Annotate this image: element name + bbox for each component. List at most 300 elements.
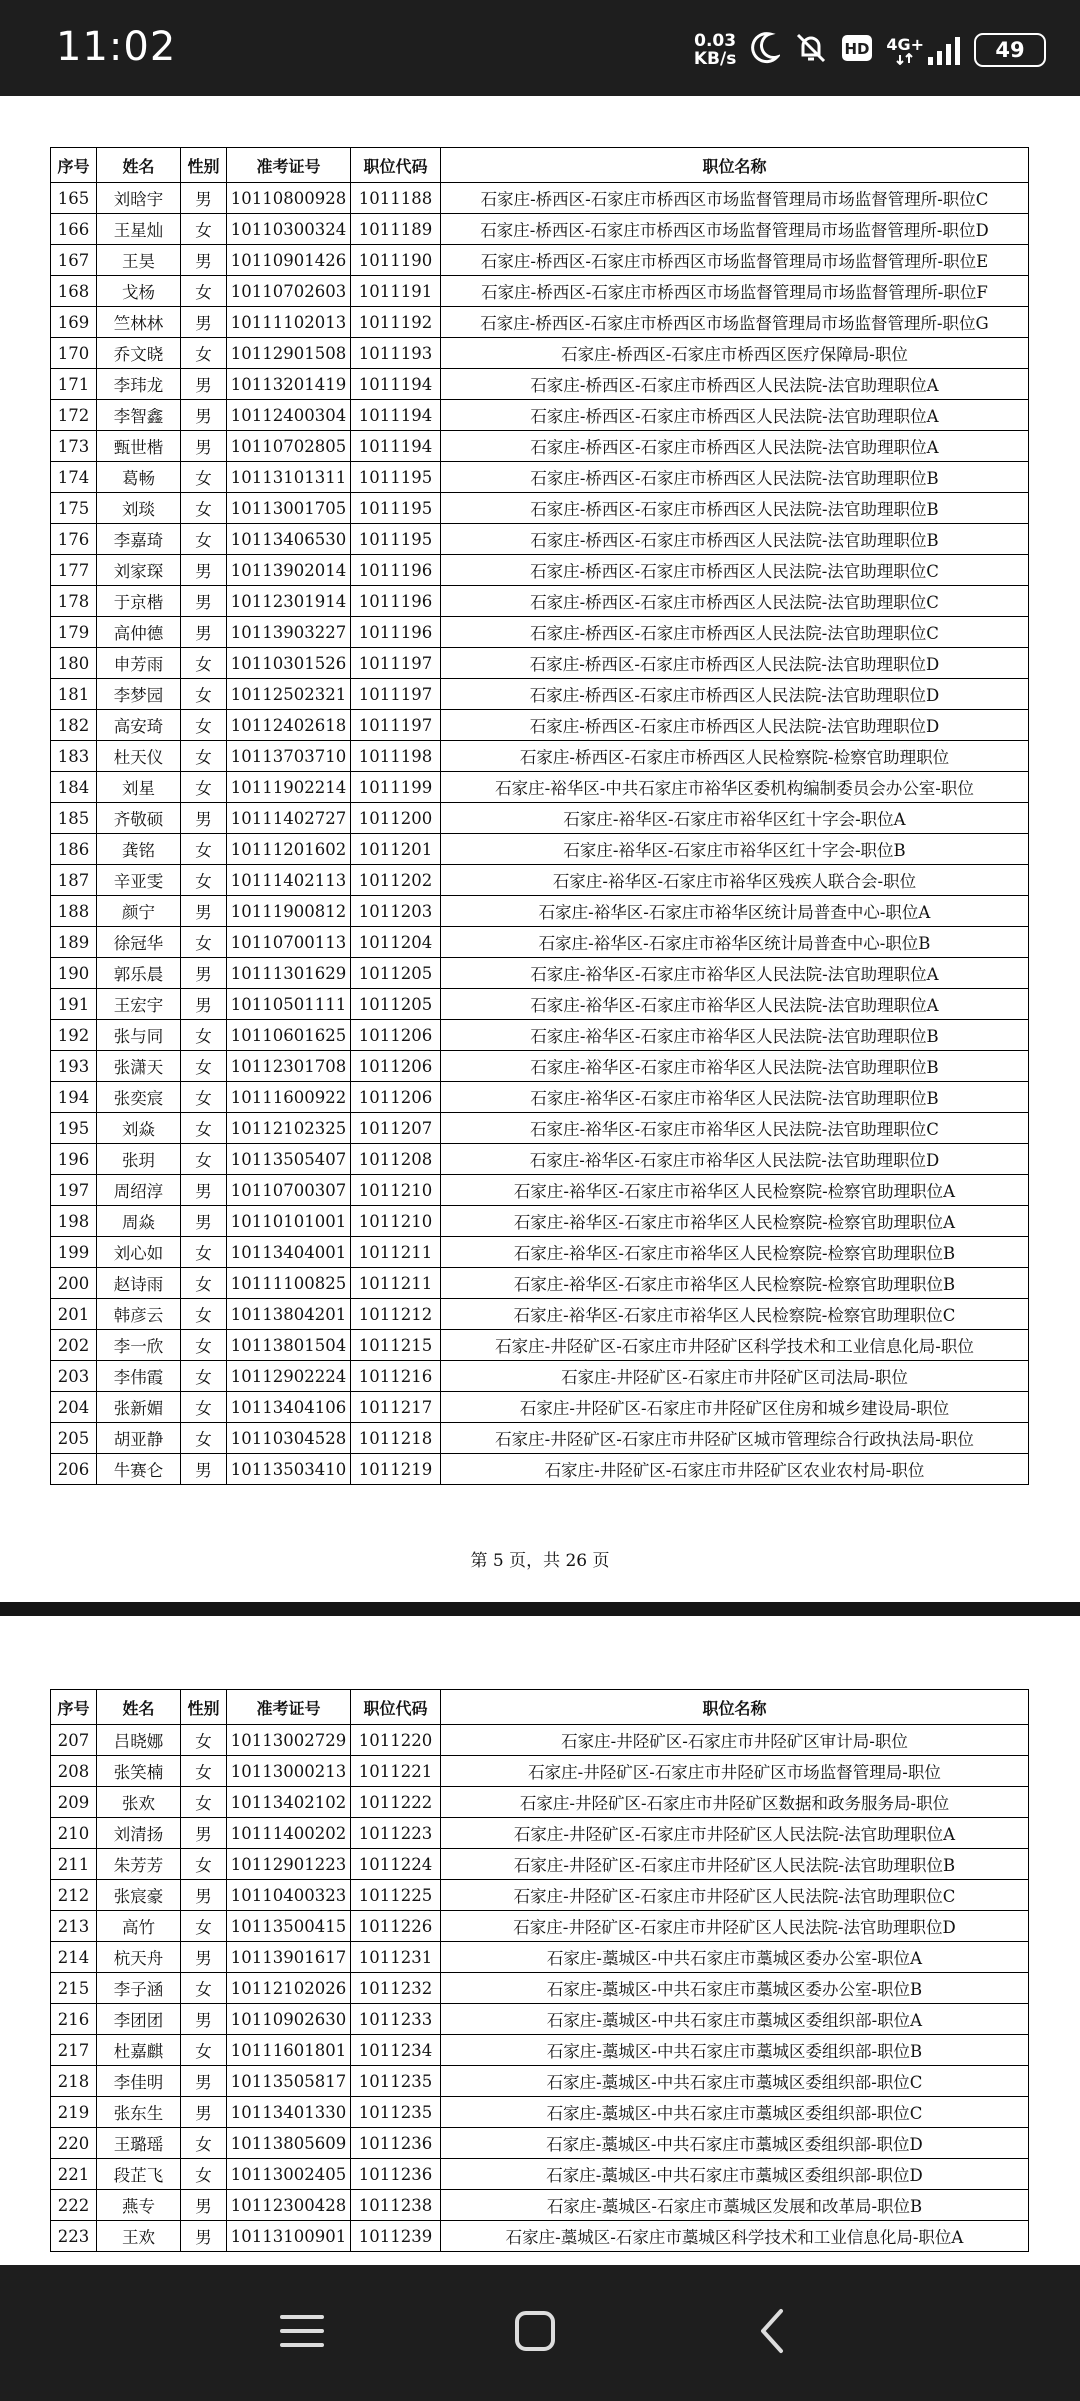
cell-position-name: 石家庄-桥西区-石家庄市桥西区人民法院-法官助理职位D — [441, 679, 1029, 710]
cell-gender: 女 — [181, 1051, 227, 1082]
cell-position-name: 石家庄-桥西区-石家庄市桥西区人民法院-法官助理职位C — [441, 555, 1029, 586]
cell-position-code: 1011225 — [351, 1880, 441, 1911]
cell-position-code: 1011193 — [351, 338, 441, 369]
cell-exam-id: 10110501111 — [227, 989, 351, 1020]
cell-serial: 173 — [51, 431, 97, 462]
cell-exam-id: 10113002405 — [227, 2159, 351, 2190]
cell-serial: 180 — [51, 648, 97, 679]
cell-name: 胡亚静 — [97, 1423, 181, 1454]
cell-serial: 188 — [51, 896, 97, 927]
cell-gender: 女 — [181, 1787, 227, 1818]
cell-position-name: 石家庄-桥西区-石家庄市桥西区市场监督管理局市场监督管理所-职位G — [441, 307, 1029, 338]
cell-position-name: 石家庄-桥西区-石家庄市桥西区医疗保障局-职位 — [441, 338, 1029, 369]
table-header-row — [51, 1690, 1029, 1725]
table-row — [51, 2035, 1029, 2066]
cell-position-name: 石家庄-裕华区-石家庄市裕华区人民法院-法官助理职位A — [441, 989, 1029, 1020]
cell-serial: 205 — [51, 1423, 97, 1454]
cell-gender: 男 — [181, 400, 227, 431]
network-type: 4G+ — [886, 35, 924, 54]
cell-position-name: 石家庄-藁城区-中共石家庄市藁城区委组织部-职位C — [441, 2066, 1029, 2097]
cell-name: 张与同 — [97, 1020, 181, 1051]
hd-label: HD — [844, 40, 870, 58]
cell-position-name: 石家庄-裕华区-石家庄市裕华区人民法院-法官助理职位B — [441, 1082, 1029, 1113]
table-row — [51, 741, 1029, 772]
header-position-code: 职位代码 — [351, 1690, 441, 1725]
cell-position-code: 1011238 — [351, 2190, 441, 2221]
cell-position-name: 石家庄-裕华区-石家庄市裕华区人民法院-法官助理职位C — [441, 1113, 1029, 1144]
cell-exam-id: 10113001705 — [227, 493, 351, 524]
cell-position-code: 1011194 — [351, 431, 441, 462]
cell-name: 张宸豪 — [97, 1880, 181, 1911]
battery-level: 49 — [995, 38, 1025, 62]
cell-position-name: 石家庄-桥西区-石家庄市桥西区市场监督管理局市场监督管理所-职位D — [441, 214, 1029, 245]
cell-serial: 176 — [51, 524, 97, 555]
cell-serial: 174 — [51, 462, 97, 493]
cell-serial: 189 — [51, 927, 97, 958]
cell-exam-id: 10111900812 — [227, 896, 351, 927]
cell-name: 李智鑫 — [97, 400, 181, 431]
cell-position-code: 1011210 — [351, 1206, 441, 1237]
cell-position-name: 石家庄-井陉矿区-石家庄市井陉矿区人民法院-法官助理职位C — [441, 1880, 1029, 1911]
cell-name: 韩彦云 — [97, 1299, 181, 1330]
table-row — [51, 1175, 1029, 1206]
cell-position-code: 1011197 — [351, 648, 441, 679]
table-row — [51, 865, 1029, 896]
moon-icon — [750, 31, 780, 69]
table-row — [51, 307, 1029, 338]
table-body — [51, 183, 1029, 1485]
table-row — [51, 1942, 1029, 1973]
cell-exam-id: 10110601625 — [227, 1020, 351, 1051]
cell-position-code: 1011202 — [351, 865, 441, 896]
cell-name: 戈杨 — [97, 276, 181, 307]
cell-exam-id: 10113703710 — [227, 741, 351, 772]
cell-name: 龚铭 — [97, 834, 181, 865]
cell-serial: 169 — [51, 307, 97, 338]
cell-position-code: 1011206 — [351, 1020, 441, 1051]
cell-position-name: 石家庄-裕华区-石家庄市裕华区人民法院-法官助理职位B — [441, 1020, 1029, 1051]
cell-serial: 213 — [51, 1911, 97, 1942]
table-row — [51, 245, 1029, 276]
cell-serial: 167 — [51, 245, 97, 276]
cell-serial: 217 — [51, 2035, 97, 2066]
cell-exam-id: 10111402727 — [227, 803, 351, 834]
cell-position-code: 1011198 — [351, 741, 441, 772]
table-row — [51, 493, 1029, 524]
header-position-code: 职位代码 — [351, 148, 441, 183]
cell-serial: 194 — [51, 1082, 97, 1113]
header-serial: 序号 — [51, 148, 97, 183]
cell-position-name: 石家庄-井陉矿区-石家庄市井陉矿区人民法院-法官助理职位B — [441, 1849, 1029, 1880]
cell-gender: 女 — [181, 1330, 227, 1361]
cell-name: 李嘉琦 — [97, 524, 181, 555]
cell-gender: 女 — [181, 710, 227, 741]
cell-serial: 187 — [51, 865, 97, 896]
cell-gender: 男 — [181, 1175, 227, 1206]
cell-exam-id: 10113804201 — [227, 1299, 351, 1330]
table-row — [51, 524, 1029, 555]
cell-gender: 女 — [181, 2128, 227, 2159]
cell-position-name: 石家庄-裕华区-石家庄市裕华区人民法院-法官助理职位D — [441, 1144, 1029, 1175]
cell-name: 刘琰 — [97, 493, 181, 524]
cell-exam-id: 10113404001 — [227, 1237, 351, 1268]
cell-position-code: 1011200 — [351, 803, 441, 834]
cell-serial: 216 — [51, 2004, 97, 2035]
cell-gender: 男 — [181, 2004, 227, 2035]
cell-position-code: 1011201 — [351, 834, 441, 865]
cell-gender: 男 — [181, 245, 227, 276]
table-row — [51, 1330, 1029, 1361]
cell-position-name: 石家庄-桥西区-石家庄市桥西区人民法院-法官助理职位B — [441, 462, 1029, 493]
header-gender: 性别 — [181, 1690, 227, 1725]
cell-gender: 女 — [181, 1392, 227, 1423]
cell-exam-id: 10110700307 — [227, 1175, 351, 1206]
hd-icon — [842, 35, 872, 65]
cell-position-code: 1011233 — [351, 2004, 441, 2035]
cell-position-name: 石家庄-裕华区-石家庄市裕华区人民检察院-检察官助理职位A — [441, 1206, 1029, 1237]
cell-exam-id: 10113505817 — [227, 2066, 351, 2097]
cell-gender: 男 — [181, 2221, 227, 2252]
cell-position-code: 1011203 — [351, 896, 441, 927]
cell-serial: 185 — [51, 803, 97, 834]
table-row — [51, 276, 1029, 307]
cell-gender: 女 — [181, 1423, 227, 1454]
cell-exam-id: 10113401330 — [227, 2097, 351, 2128]
table-row — [51, 214, 1029, 245]
table-row — [51, 2221, 1029, 2252]
cell-position-code: 1011190 — [351, 245, 441, 276]
cell-gender: 男 — [181, 307, 227, 338]
header-exam-id: 准考证号 — [227, 148, 351, 183]
cell-name: 刘晗宇 — [97, 183, 181, 214]
table-row — [51, 1144, 1029, 1175]
cell-serial: 200 — [51, 1268, 97, 1299]
cell-exam-id: 10110702805 — [227, 431, 351, 462]
cell-position-code: 1011224 — [351, 1849, 441, 1880]
cell-serial: 204 — [51, 1392, 97, 1423]
cell-exam-id: 10111100825 — [227, 1268, 351, 1299]
cell-exam-id: 10110304528 — [227, 1423, 351, 1454]
cell-name: 燕专 — [97, 2190, 181, 2221]
cell-position-name: 石家庄-桥西区-石家庄市桥西区人民法院-法官助理职位A — [441, 369, 1029, 400]
cell-exam-id: 10112301708 — [227, 1051, 351, 1082]
cell-position-code: 1011206 — [351, 1082, 441, 1113]
cell-exam-id: 10110301526 — [227, 648, 351, 679]
cell-gender: 男 — [181, 803, 227, 834]
table-row — [51, 369, 1029, 400]
table-row — [51, 586, 1029, 617]
cell-gender: 男 — [181, 1818, 227, 1849]
cell-name: 竺林林 — [97, 307, 181, 338]
cell-position-name: 石家庄-裕华区-石家庄市裕华区人民检察院-检察官助理职位B — [441, 1237, 1029, 1268]
cell-name: 张新媚 — [97, 1392, 181, 1423]
cell-serial: 186 — [51, 834, 97, 865]
cell-serial: 214 — [51, 1942, 97, 1973]
cell-position-code: 1011189 — [351, 214, 441, 245]
cell-name: 张东生 — [97, 2097, 181, 2128]
cell-exam-id: 10110902630 — [227, 2004, 351, 2035]
cell-position-code: 1011211 — [351, 1268, 441, 1299]
cell-name: 李子涵 — [97, 1973, 181, 2004]
cell-serial: 201 — [51, 1299, 97, 1330]
table-row — [51, 1206, 1029, 1237]
cell-position-name: 石家庄-井陉矿区-石家庄市井陉矿区数据和政务服务局-职位 — [441, 1787, 1029, 1818]
cell-gender: 男 — [181, 1880, 227, 1911]
cell-serial: 184 — [51, 772, 97, 803]
cell-name: 葛畅 — [97, 462, 181, 493]
table-row — [51, 555, 1029, 586]
cell-position-code: 1011219 — [351, 1454, 441, 1485]
results-table-page6 — [50, 1689, 1029, 2252]
table-row — [51, 1299, 1029, 1330]
cell-gender: 男 — [181, 2190, 227, 2221]
cell-serial: 198 — [51, 1206, 97, 1237]
cell-name: 辛亚雯 — [97, 865, 181, 896]
cell-position-code: 1011205 — [351, 989, 441, 1020]
cell-gender: 女 — [181, 1973, 227, 2004]
cell-gender: 女 — [181, 493, 227, 524]
cell-position-code: 1011236 — [351, 2159, 441, 2190]
table-row — [51, 710, 1029, 741]
cell-position-name: 石家庄-藁城区-中共石家庄市藁城区委办公室-职位B — [441, 1973, 1029, 2004]
table-header-row — [51, 148, 1029, 183]
cell-gender: 男 — [181, 958, 227, 989]
table-row — [51, 617, 1029, 648]
cell-position-code: 1011192 — [351, 307, 441, 338]
cell-gender: 女 — [181, 276, 227, 307]
cell-exam-id: 10112400304 — [227, 400, 351, 431]
cell-position-name: 石家庄-藁城区-石家庄市藁城区科学技术和工业信息化局-职位A — [441, 2221, 1029, 2252]
cell-position-name: 石家庄-桥西区-石家庄市桥西区人民法院-法官助理职位C — [441, 617, 1029, 648]
table-row — [51, 1237, 1029, 1268]
cell-name: 刘家琛 — [97, 555, 181, 586]
cell-exam-id: 10113901617 — [227, 1942, 351, 1973]
cell-name: 齐敬硕 — [97, 803, 181, 834]
table-row — [51, 400, 1029, 431]
table-row — [51, 2097, 1029, 2128]
cell-exam-id: 10113002729 — [227, 1725, 351, 1756]
cell-position-name: 石家庄-桥西区-石家庄市桥西区人民法院-法官助理职位D — [441, 648, 1029, 679]
cell-position-name: 石家庄-井陉矿区-石家庄市井陉矿区人民法院-法官助理职位A — [441, 1818, 1029, 1849]
cell-serial: 196 — [51, 1144, 97, 1175]
cell-name: 周绍淳 — [97, 1175, 181, 1206]
table-row — [51, 2128, 1029, 2159]
home-button[interactable] — [495, 2303, 575, 2363]
table-row — [51, 1756, 1029, 1787]
cell-position-code: 1011212 — [351, 1299, 441, 1330]
cell-position-code: 1011195 — [351, 493, 441, 524]
cell-name: 高竹 — [97, 1911, 181, 1942]
cell-position-code: 1011206 — [351, 1051, 441, 1082]
cell-position-name: 石家庄-井陉矿区-石家庄市井陉矿区市场监督管理局-职位 — [441, 1756, 1029, 1787]
cell-position-name: 石家庄-桥西区-石家庄市桥西区人民法院-法官助理职位A — [441, 400, 1029, 431]
cell-position-code: 1011196 — [351, 617, 441, 648]
table-row — [51, 648, 1029, 679]
table-row — [51, 2066, 1029, 2097]
cell-gender: 女 — [181, 679, 227, 710]
cell-position-code: 1011205 — [351, 958, 441, 989]
cell-serial: 177 — [51, 555, 97, 586]
cell-exam-id: 10113201419 — [227, 369, 351, 400]
cell-position-name: 石家庄-藁城区-石家庄市藁城区发展和改革局-职位B — [441, 2190, 1029, 2221]
back-chevron-icon — [757, 2307, 787, 2359]
cell-position-name: 石家庄-井陉矿区-石家庄市井陉矿区农业农村局-职位 — [441, 1454, 1029, 1485]
header-name: 姓名 — [97, 148, 181, 183]
table-row — [51, 1082, 1029, 1113]
table-row — [51, 1051, 1029, 1082]
cell-exam-id: 10113505407 — [227, 1144, 351, 1175]
cell-position-code: 1011236 — [351, 2128, 441, 2159]
cell-gender: 女 — [181, 1268, 227, 1299]
cell-name: 王欢 — [97, 2221, 181, 2252]
table-body — [51, 1725, 1029, 2252]
cell-exam-id: 10112902224 — [227, 1361, 351, 1392]
cell-name: 吕晓娜 — [97, 1725, 181, 1756]
cell-position-name: 石家庄-井陉矿区-石家庄市井陉矿区人民法院-法官助理职位D — [441, 1911, 1029, 1942]
cell-position-name: 石家庄-裕华区-石家庄市裕华区红十字会-职位A — [441, 803, 1029, 834]
cell-exam-id: 10112300428 — [227, 2190, 351, 2221]
cell-position-code: 1011222 — [351, 1787, 441, 1818]
cell-exam-id: 10113406530 — [227, 524, 351, 555]
cell-position-code: 1011210 — [351, 1175, 441, 1206]
cell-serial: 218 — [51, 2066, 97, 2097]
cell-serial: 172 — [51, 400, 97, 431]
cell-position-name: 石家庄-桥西区-石家庄市桥西区市场监督管理局市场监督管理所-职位E — [441, 245, 1029, 276]
cell-position-code: 1011188 — [351, 183, 441, 214]
cell-name: 赵诗雨 — [97, 1268, 181, 1299]
cell-gender: 男 — [181, 1454, 227, 1485]
header-position-name: 职位名称 — [441, 1690, 1029, 1725]
cell-serial: 193 — [51, 1051, 97, 1082]
cell-serial: 219 — [51, 2097, 97, 2128]
cell-position-code: 1011211 — [351, 1237, 441, 1268]
cell-exam-id: 10110101001 — [227, 1206, 351, 1237]
cell-position-code: 1011239 — [351, 2221, 441, 2252]
cell-name: 李团团 — [97, 2004, 181, 2035]
cell-exam-id: 10110702603 — [227, 276, 351, 307]
cell-gender: 女 — [181, 772, 227, 803]
cell-position-name: 石家庄-裕华区-石家庄市裕华区人民法院-法官助理职位B — [441, 1051, 1029, 1082]
mute-bell-icon — [794, 31, 828, 69]
cell-name: 段芷飞 — [97, 2159, 181, 2190]
table-row — [51, 2004, 1029, 2035]
cell-serial: 168 — [51, 276, 97, 307]
table-row — [51, 1725, 1029, 1756]
table-row — [51, 1818, 1029, 1849]
cell-position-name: 石家庄-井陉矿区-石家庄市井陉矿区司法局-职位 — [441, 1361, 1029, 1392]
cell-exam-id: 10110901426 — [227, 245, 351, 276]
cell-position-code: 1011204 — [351, 927, 441, 958]
cell-name: 高安琦 — [97, 710, 181, 741]
cell-exam-id: 10112402618 — [227, 710, 351, 741]
cell-position-name: 石家庄-藁城区-中共石家庄市藁城区委组织部-职位C — [441, 2097, 1029, 2128]
cell-position-code: 1011217 — [351, 1392, 441, 1423]
cell-serial: 220 — [51, 2128, 97, 2159]
cell-exam-id: 10113805609 — [227, 2128, 351, 2159]
cell-name: 王星灿 — [97, 214, 181, 245]
cell-position-name: 石家庄-桥西区-石家庄市桥西区人民检察院-检察官助理职位 — [441, 741, 1029, 772]
network-speed-value: 0.03 — [694, 31, 737, 51]
cell-position-code: 1011216 — [351, 1361, 441, 1392]
cell-position-name: 石家庄-井陉矿区-石家庄市井陉矿区城市管理综合行政执法局-职位 — [441, 1423, 1029, 1454]
cell-serial: 178 — [51, 586, 97, 617]
cell-position-name: 石家庄-藁城区-中共石家庄市藁城区委组织部-职位B — [441, 2035, 1029, 2066]
cell-name: 张玥 — [97, 1144, 181, 1175]
cell-position-name: 石家庄-裕华区-石家庄市裕华区人民检察院-检察官助理职位B — [441, 1268, 1029, 1299]
cell-exam-id: 10110400323 — [227, 1880, 351, 1911]
cell-name: 郭乐晨 — [97, 958, 181, 989]
recent-apps-button[interactable] — [262, 2303, 342, 2363]
header-gender: 性别 — [181, 148, 227, 183]
cell-serial: 199 — [51, 1237, 97, 1268]
cell-serial: 183 — [51, 741, 97, 772]
cell-serial: 221 — [51, 2159, 97, 2190]
cell-exam-id: 10113000213 — [227, 1756, 351, 1787]
cell-name: 颜宁 — [97, 896, 181, 927]
cell-name: 甄世楷 — [97, 431, 181, 462]
cell-position-code: 1011194 — [351, 400, 441, 431]
table-row — [51, 431, 1029, 462]
cell-exam-id: 10113402102 — [227, 1787, 351, 1818]
cell-serial: 203 — [51, 1361, 97, 1392]
battery-indicator — [974, 33, 1046, 67]
cell-serial: 165 — [51, 183, 97, 214]
back-button[interactable] — [732, 2303, 812, 2363]
cell-gender: 女 — [181, 214, 227, 245]
header-serial: 序号 — [51, 1690, 97, 1725]
cell-serial: 206 — [51, 1454, 97, 1485]
cell-exam-id: 10110300324 — [227, 214, 351, 245]
table-row — [51, 927, 1029, 958]
page-footer: 第 5 页，共 26 页 — [470, 1551, 610, 1571]
table-row — [51, 1361, 1029, 1392]
cell-name: 杜天仪 — [97, 741, 181, 772]
cell-position-name: 石家庄-井陉矿区-石家庄市井陉矿区审计局-职位 — [441, 1725, 1029, 1756]
cell-gender: 女 — [181, 1756, 227, 1787]
cell-exam-id: 10112301914 — [227, 586, 351, 617]
cell-position-name: 石家庄-裕华区-石家庄市裕华区统计局普查中心-职位A — [441, 896, 1029, 927]
cell-gender: 女 — [181, 1849, 227, 1880]
cell-exam-id: 10111600922 — [227, 1082, 351, 1113]
table-row — [51, 1268, 1029, 1299]
table-row — [51, 1454, 1029, 1485]
cell-name: 高仲德 — [97, 617, 181, 648]
cell-name: 张奕宸 — [97, 1082, 181, 1113]
cell-name: 杜嘉麒 — [97, 2035, 181, 2066]
cell-gender: 女 — [181, 741, 227, 772]
cell-exam-id: 10113503410 — [227, 1454, 351, 1485]
cell-position-name: 石家庄-藁城区-中共石家庄市藁城区委组织部-职位D — [441, 2159, 1029, 2190]
cell-gender: 男 — [181, 2066, 227, 2097]
cell-position-code: 1011191 — [351, 276, 441, 307]
cell-serial: 181 — [51, 679, 97, 710]
cell-name: 朱芳芳 — [97, 1849, 181, 1880]
document-page-5[interactable] — [0, 96, 1080, 1602]
cell-position-name: 石家庄-裕华区-石家庄市裕华区人民法院-法官助理职位A — [441, 958, 1029, 989]
table-row — [51, 679, 1029, 710]
document-page-6[interactable] — [0, 1616, 1080, 2265]
cell-position-name: 石家庄-裕华区-石家庄市裕华区人民检察院-检察官助理职位A — [441, 1175, 1029, 1206]
cell-position-code: 1011207 — [351, 1113, 441, 1144]
cell-name: 王宏宇 — [97, 989, 181, 1020]
cell-name: 李玮龙 — [97, 369, 181, 400]
cell-exam-id: 10111102013 — [227, 307, 351, 338]
table-row — [51, 1911, 1029, 1942]
cell-gender: 男 — [181, 989, 227, 1020]
cell-gender: 女 — [181, 462, 227, 493]
cell-serial: 202 — [51, 1330, 97, 1361]
cell-name: 刘心如 — [97, 1237, 181, 1268]
